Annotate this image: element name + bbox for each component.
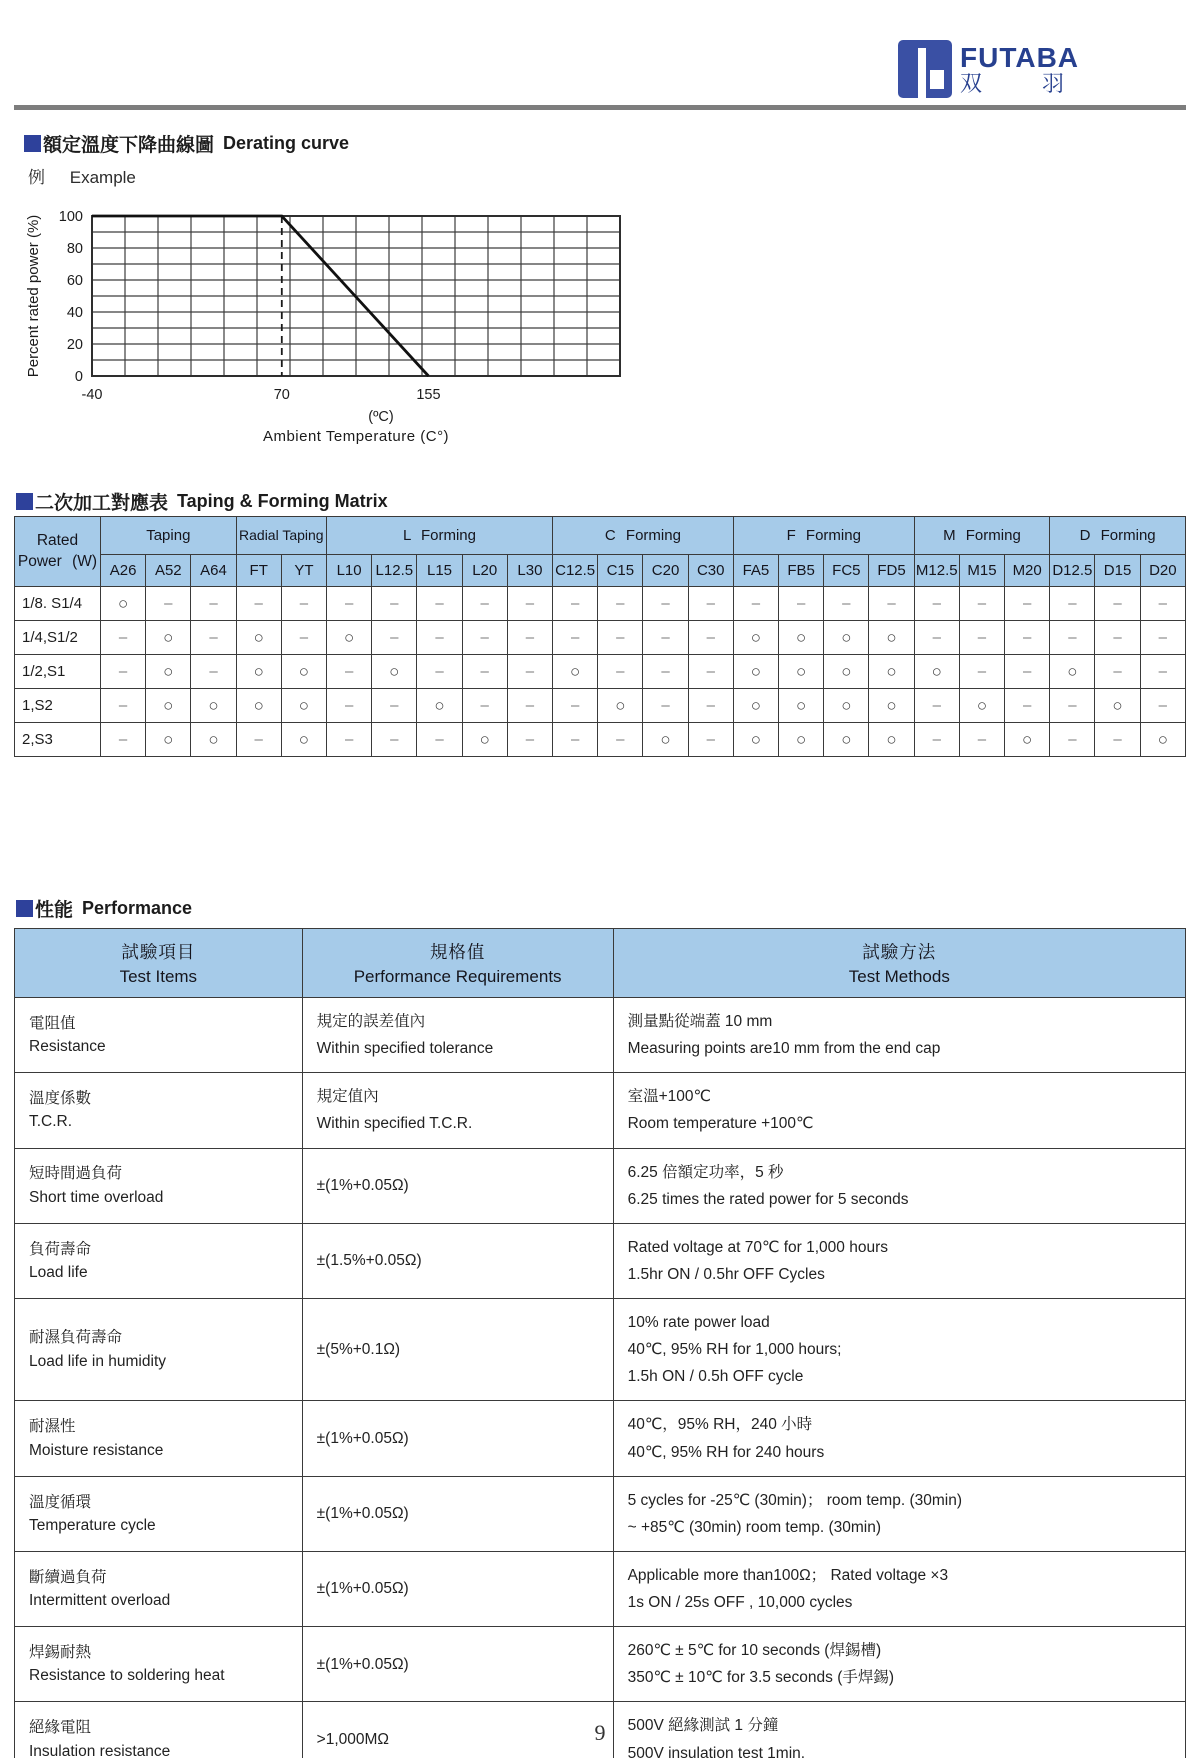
method-cell: 260℃ ± 5℃ for 10 seconds (焊錫槽) 350℃ ± 10℃ for 3.5 seconds (手焊錫) [613,1627,1185,1702]
section-marker-icon [24,135,41,152]
x-tick-label: 155 [416,387,441,403]
matrix-cell: ○ [1140,723,1185,757]
matrix-row [15,621,1186,655]
test-item-cell: 溫度循環 Temperature cycle [15,1476,303,1551]
performance-table [14,928,1186,1758]
matrix-cell: ○ [146,689,191,723]
taping-forming-matrix [14,516,1186,757]
matrix-cell: ○ [1095,689,1140,723]
performance-header-items: 試驗項目 Test Items [15,929,303,998]
matrix-cell: ○ [417,689,462,723]
test-item-cell: 耐濕負荷壽命 Load life in humidity [15,1299,303,1401]
y-tick-label: 80 [66,241,83,257]
test-item-cell: 焊錫耐熱 Resistance to soldering heat [15,1627,303,1702]
matrix-cell: ○ [779,723,824,757]
matrix-cell: ○ [779,689,824,723]
matrix-cell: – [869,587,914,621]
performance-row [15,1476,1186,1551]
matrix-cell: – [688,621,733,655]
performance-row [15,998,1186,1073]
matrix-cell: – [507,621,552,655]
matrix-group-d-forming: D Forming [1050,517,1186,555]
matrix-cell: ○ [372,655,417,689]
logo-text [960,43,1079,95]
matrix-cell: – [553,689,598,723]
test-item-cell: 斷續過負荷 Intermittent overload [15,1551,303,1626]
matrix-cell: ○ [462,723,507,757]
matrix-cell: – [959,723,1004,757]
matrix-cell: ○ [779,621,824,655]
matrix-col-c20: C20 [643,555,688,587]
performance-row [15,1223,1186,1298]
test-item-cell: 耐濕性 Moisture resistance [15,1401,303,1476]
performance-title-cjk: 性能 [35,900,74,921]
x-tick-label: 70 [273,387,290,403]
matrix-cell: – [191,655,236,689]
matrix-row [15,689,1186,723]
matrix-cell: – [959,621,1004,655]
matrix-cell: – [372,689,417,723]
matrix-cell: ○ [236,689,281,723]
matrix-col-yt: YT [281,555,326,587]
matrix-cell: ○ [959,689,1004,723]
matrix-cell: ○ [869,689,914,723]
section-marker-icon [16,900,33,917]
test-item-cell: 電阻值 Resistance [15,998,303,1073]
matrix-cell: – [553,723,598,757]
y-tick-label: 20 [66,337,83,353]
matrix-cell: ○ [598,689,643,723]
matrix-cell: – [1095,621,1140,655]
matrix-cell: ○ [779,655,824,689]
matrix-cell: ○ [733,723,778,757]
matrix-cell: – [462,655,507,689]
matrix-column-header-row [15,555,1186,587]
matrix-cell: – [598,587,643,621]
matrix-cell: – [281,587,326,621]
matrix-cell: – [1005,655,1050,689]
example-label [28,163,136,188]
requirement-cell: ±(1.5%+0.05Ω) [302,1223,613,1298]
matrix-cell: – [1095,655,1140,689]
matrix-cell: – [598,621,643,655]
matrix-cell: ○ [824,621,869,655]
matrix-cell: – [101,723,146,757]
matrix-col-fc5: FC5 [824,555,869,587]
matrix-cell: ○ [146,621,191,655]
matrix-cell: – [417,723,462,757]
performance-row [15,1299,1186,1401]
matrix-cell: ○ [281,689,326,723]
requirement-cell: ±(1%+0.05Ω) [302,1627,613,1702]
matrix-cell: ○ [327,621,372,655]
derating-chart-svg [22,200,662,455]
matrix-col-fd5: FD5 [869,555,914,587]
requirement-cell: 規定值內 Within specified T.C.R. [302,1073,613,1148]
matrix-group-m-forming: M Forming [914,517,1050,555]
matrix-cell: ○ [281,655,326,689]
matrix-cell: – [372,587,417,621]
matrix-cell: ○ [236,621,281,655]
performance-table-wrap [14,928,1186,1758]
matrix-col-d15: D15 [1095,555,1140,587]
matrix-col-l12-5: L12.5 [372,555,417,587]
example-cjk: 例 [28,168,45,187]
performance-row [15,1401,1186,1476]
matrix-cell: ○ [869,655,914,689]
matrix-cell: – [553,587,598,621]
matrix-cell: – [417,655,462,689]
matrix-col-m15: M15 [959,555,1004,587]
matrix-cell: ○ [146,723,191,757]
method-cell: 6.25 倍額定功率，5 秒 6.25 times the rated power for 5 seconds [613,1148,1185,1223]
performance-section-title [16,895,192,922]
matrix-cell: ○ [869,621,914,655]
matrix-cell: – [236,587,281,621]
matrix-cell: – [417,587,462,621]
matrix-cell: – [507,723,552,757]
matrix-cell: – [372,723,417,757]
y-tick-label: 40 [66,305,83,321]
matrix-cell: – [914,689,959,723]
test-item-cell: 負荷壽命 Load life [15,1223,303,1298]
derating-chart [22,200,662,455]
performance-title-en: Performance [82,898,193,918]
matrix-col-l30: L30 [507,555,552,587]
matrix-col-c12-5: C12.5 [553,555,598,587]
matrix-cell: ○ [553,655,598,689]
matrix-cell: – [462,621,507,655]
derating-title-en: Derating curve [223,133,350,153]
section-marker-icon [16,493,33,510]
matrix-group-taping: Taping [101,517,237,555]
matrix-section-title [16,488,388,515]
matrix-cell: – [779,587,824,621]
example-en: Example [69,168,136,187]
matrix-cell: ○ [146,655,191,689]
matrix-col-m20: M20 [1005,555,1050,587]
futaba-logo-icon [898,40,952,98]
matrix-col-d20: D20 [1140,555,1185,587]
matrix-col-a64: A64 [191,555,236,587]
matrix-cell: – [236,723,281,757]
matrix-cell: ○ [733,621,778,655]
method-cell: 5 cycles for -25℃ (30min)； room temp. (30min) ~ +85℃ (30min) room temp. (30min) [613,1476,1185,1551]
futaba-logo [898,40,1079,98]
matrix-col-c15: C15 [598,555,643,587]
matrix-cell: – [1140,621,1185,655]
matrix-row [15,587,1186,621]
matrix-row-label: 1,S2 [15,689,101,723]
matrix-cell: – [733,587,778,621]
matrix-cell: – [688,655,733,689]
matrix-cell: ○ [236,655,281,689]
x-unit-label: (ºC) [368,409,394,425]
x-tick-label: -40 [81,387,103,403]
matrix-cell: – [1095,587,1140,621]
matrix-group-f-forming: F Forming [733,517,914,555]
matrix-cell: – [959,655,1004,689]
matrix-cell: – [643,689,688,723]
matrix-cell: – [643,655,688,689]
matrix-cell: – [146,587,191,621]
matrix-cell: – [643,621,688,655]
method-cell: Rated voltage at 70℃ for 1,000 hours 1.5hr ON / 0.5hr OFF Cycles [613,1223,1185,1298]
matrix-cell: – [507,689,552,723]
matrix-col-m12-5: M12.5 [914,555,959,587]
header-divider [14,105,1186,110]
requirement-cell: ±(1%+0.05Ω) [302,1148,613,1223]
requirement-cell: ±(1%+0.05Ω) [302,1551,613,1626]
method-cell: 500V 絕緣測試 1 分鐘 500V insulation test 1min. [613,1702,1185,1758]
matrix-col-c30: C30 [688,555,733,587]
taping-forming-matrix-table [14,516,1186,757]
matrix-cell: – [688,587,733,621]
matrix-col-ft: FT [236,555,281,587]
logo-cjk: 双 羽 [960,71,1064,97]
matrix-cell: – [688,723,733,757]
requirement-cell: 規定的誤差值內 Within specified tolerance [302,998,613,1073]
method-cell: 測量點從端蓋 10 mm Measuring points are10 mm from the end cap [613,998,1185,1073]
performance-header-requirements: 規格值 Performance Requirements [302,929,613,998]
matrix-cell: ○ [191,723,236,757]
matrix-row [15,655,1186,689]
requirement-cell: ±(5%+0.1Ω) [302,1299,613,1401]
matrix-cell: ○ [824,723,869,757]
matrix-row [15,723,1186,757]
matrix-cell: – [1050,689,1095,723]
matrix-cell: – [824,587,869,621]
test-item-cell: 絕緣電阻 Insulation resistance [15,1702,303,1758]
requirement-cell: >1,000MΩ [302,1702,613,1758]
matrix-cell: – [327,587,372,621]
matrix-cell: ○ [101,587,146,621]
matrix-cell: – [101,655,146,689]
method-cell: Applicable more than100Ω； Rated voltage ×3 1s ON / 25s OFF , 10,000 cycles [613,1551,1185,1626]
matrix-group-radial-taping: Radial Taping [236,517,326,555]
logo-name: FUTABA [960,41,1080,73]
matrix-row-label: 2,S3 [15,723,101,757]
x-axis-caption: Ambient Temperature (C°) [262,428,450,445]
matrix-cell: – [914,587,959,621]
matrix-cell: – [688,689,733,723]
matrix-row-label: 1/4,S1/2 [15,621,101,655]
matrix-row-label: 1/2,S1 [15,655,101,689]
matrix-cell: ○ [1005,723,1050,757]
matrix-cell: – [507,587,552,621]
performance-row [15,1551,1186,1626]
matrix-cell: – [643,587,688,621]
matrix-cell: – [191,621,236,655]
matrix-cell: ○ [643,723,688,757]
matrix-cell: – [327,655,372,689]
matrix-cell: ○ [733,655,778,689]
matrix-title-cjk: 二次加工對應表 [35,493,169,514]
matrix-cell: – [1140,655,1185,689]
test-item-cell: 溫度係數 T.C.R. [15,1073,303,1148]
performance-row [15,1627,1186,1702]
matrix-cell: – [507,655,552,689]
performance-row [15,1148,1186,1223]
matrix-cell: – [959,587,1004,621]
matrix-cell: – [914,723,959,757]
matrix-col-fb5: FB5 [779,555,824,587]
matrix-cell: – [1140,689,1185,723]
y-tick-label: 60 [66,273,83,289]
performance-header-row [15,929,1186,998]
method-cell: 室溫+100℃ Room temperature +100℃ [613,1073,1185,1148]
matrix-cell: ○ [1050,655,1095,689]
matrix-cell: – [327,723,372,757]
matrix-cell: – [1140,587,1185,621]
matrix-group-c-forming: C Forming [553,517,734,555]
y-tick-label: 100 [58,209,83,225]
matrix-cell: – [372,621,417,655]
page-number: 9 [594,1720,606,1745]
matrix-cell: – [1050,587,1095,621]
matrix-col-fa5: FA5 [733,555,778,587]
performance-row [15,1073,1186,1148]
test-item-cell: 短時間過負荷 Short time overload [15,1148,303,1223]
matrix-cell: – [598,723,643,757]
matrix-cell: – [281,621,326,655]
matrix-cell: – [1095,723,1140,757]
matrix-cell: ○ [869,723,914,757]
matrix-col-l10: L10 [327,555,372,587]
requirement-cell: ±(1%+0.05Ω) [302,1476,613,1551]
matrix-cell: – [462,587,507,621]
matrix-cell: – [1005,689,1050,723]
matrix-cell: ○ [281,723,326,757]
performance-header-methods: 試驗方法 Test Methods [613,929,1185,998]
matrix-cell: ○ [733,689,778,723]
matrix-cell: – [598,655,643,689]
matrix-cell: – [462,689,507,723]
matrix-cell: – [1005,621,1050,655]
matrix-cell: – [553,621,598,655]
matrix-cell: – [1005,587,1050,621]
matrix-cell: – [417,621,462,655]
matrix-col-a52: A52 [146,555,191,587]
method-cell: 10% rate power load 40℃, 95% RH for 1,000 hours; 1.5h ON / 0.5h OFF cycle [613,1299,1185,1401]
matrix-cell: – [1050,621,1095,655]
matrix-cell: – [327,689,372,723]
derating-title-cjk: 額定溫度下降曲線圖 [43,135,215,156]
matrix-group-header-row [15,517,1186,555]
matrix-cell: – [101,689,146,723]
matrix-cell: ○ [824,689,869,723]
matrix-col-l20: L20 [462,555,507,587]
matrix-title-en: Taping & Forming Matrix [177,491,388,511]
matrix-cell: ○ [191,689,236,723]
derating-section-title [24,130,349,157]
matrix-col-a26: A26 [101,555,146,587]
requirement-cell: ±(1%+0.05Ω) [302,1401,613,1476]
y-axis-label: Percent rated power (%) [25,214,42,378]
matrix-cell: – [191,587,236,621]
matrix-cell: – [914,621,959,655]
matrix-cell: – [101,621,146,655]
matrix-group-l-forming: L Forming [327,517,553,555]
matrix-row-label: 1/8. S1/4 [15,587,101,621]
matrix-col-d12-5: D12.5 [1050,555,1095,587]
y-tick-label: 0 [74,369,83,385]
method-cell: 40℃，95% RH，240 小時 40℃, 95% RH for 240 hours [613,1401,1185,1476]
matrix-cell: ○ [824,655,869,689]
matrix-cell: ○ [914,655,959,689]
matrix-corner-header: Rated Power (W) [15,517,101,587]
matrix-cell: – [1050,723,1095,757]
matrix-col-l15: L15 [417,555,462,587]
